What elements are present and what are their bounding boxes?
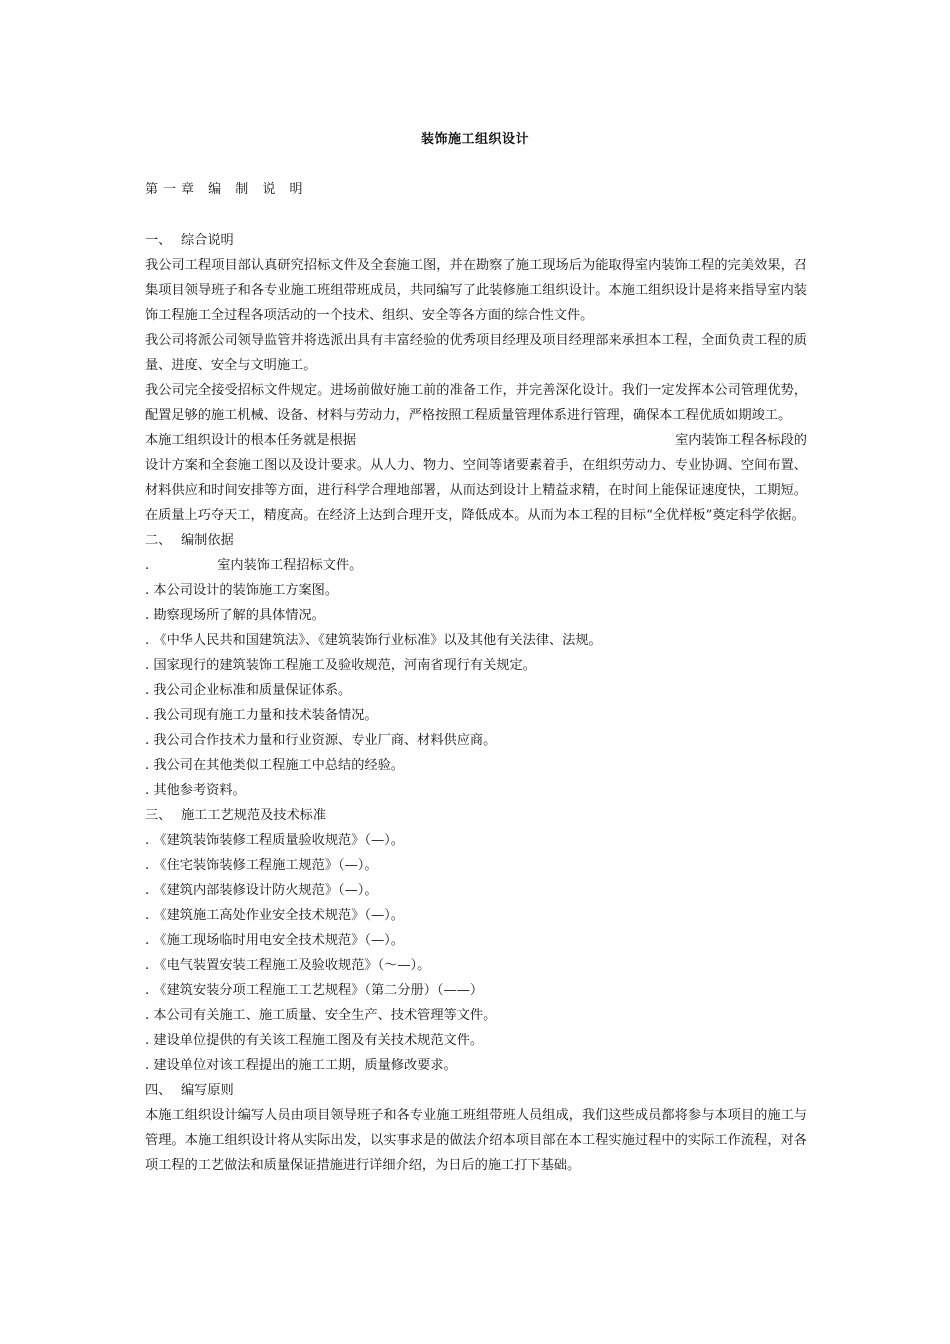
paragraph: 我公司将派公司领导监管并将选派出具有丰富经验的优秀项目经理及项目经理部来承担本工程，全面负责工程的质量、进度、安全与文明施工。 [145,333,807,373]
section-title: 施工工艺规范及技术标准 [181,808,327,823]
list-item: . 我公司现有施工力量和技术装备情况。 [145,708,378,723]
paragraph: 本施工组织设计编写人员由项目领导班子和各专业施工班组带班人员组成，我们这些成员都将参与本项目的施工与管理。本施工组织设计将从实际出发，以实事求是的做法介绍本项目部在本工程实施过程中的实际工作流程，对各项工程的工艺做法和质量保证措施进行详细介绍，为日后的施工打下基础。 [145,1108,807,1173]
paragraph: 我公司完全接受招标文件规定。进场前做好施工前的准备工作，并完善深化设计。我们一定发挥本公司管理优势，配置足够的施工机械、设备、材料与劳动力，严格按照工程质量管理体系进行管理，确保本工程优质如期竣工。 [145,383,807,423]
list-item: . 《建筑内部装修设计防火规范》（—）。 [145,883,378,898]
paragraph-text: 室内装饰工程各标段的 [675,433,807,448]
list-item: . 《电气装置安装工程施工及验收规范》（～—）。 [145,958,431,973]
list-item: . 建设单位提供的有关该工程施工图及有关技术规范文件。 [145,1033,484,1048]
section-heading-4 [145,1078,807,1103]
list-item: . 建设单位对该工程提出的施工工期，质量修改要求。 [145,1058,457,1073]
section-heading-3 [145,803,807,828]
list-item: . 《建筑施工高处作业安全技术规范》（—）。 [145,908,404,923]
list-item: . 我公司合作技术力量和行业资源、专业厂商、材料供应商。 [145,733,497,748]
list-item: . 室内装饰工程招标文件。 [145,558,363,573]
list-item: . 我公司企业标准和质量保证体系。 [145,683,352,698]
paragraph: 我公司工程项目部认真研究招标文件及全套施工图，并在勘察了施工现场后为能取得室内装饰工程的完美效果，召集项目领导班子和各专业施工班组带班成员，共同编写了此装修施工组织设计。本施工组织设计是将来指导室内装饰工程施工全过程各项活动的一个技术、组织、安全等各方面的综合性文件。 [145,258,807,323]
list-item: . 本公司有关施工、施工质量、安全生产、技术管理等文件。 [145,1008,497,1023]
document-body [145,228,807,1178]
section-heading-2 [145,528,807,553]
list-item: . 《中华人民共和国建筑法》、《建筑装饰行业标准》以及其他有关法律、法规。 [145,633,602,648]
list-item: . 本公司设计的装饰施工方案图。 [145,583,339,598]
list-item: . 《建筑装饰装修工程质量验收规范》（—）。 [145,833,404,848]
list-item: . 其他参考资料。 [145,783,246,798]
section-number: 一、 [145,233,172,248]
list-item-text: 室内装饰工程招标文件。 [217,558,363,573]
list-item: . 《住宅装饰装修工程施工规范》（—）。 [145,858,378,873]
paragraph [145,428,807,453]
list-item: . 国家现行的建筑装饰工程施工及验收规范，河南省现行有关规定。 [145,658,536,673]
section-number: 四、 [145,1083,172,1098]
list-item: . 勘察现场所了解的具体情况。 [145,608,325,623]
section-title: 编制依据 [181,533,234,548]
list-item: . 我公司在其他类似工程施工中总结的经验。 [145,758,404,773]
paragraph-first-line [145,428,807,453]
section-number: 三、 [145,808,172,823]
section-title: 编写原则 [181,1083,234,1098]
section-heading-1 [145,228,807,253]
paragraph: 设计方案和全套施工图以及设计要求。从人力、物力、空间等诸要素着手，在组织劳动力、专业协调、空间布置、材料供应和时间安排等方面，进行科学合理地部署，从而达到设计上精益求精，在时间上能保证速度快，工期短。在质量上巧夺天工，精度高。在经济上达到合理开支，降低成本。从而为本工程的目标“全优样板”奠定科学依据。 [145,458,807,523]
list-item: . 《建筑安装分项工程施工工艺规程》（第二分册）（——） [145,983,484,998]
chapter-heading: 第一章 编 制 说 明 [145,182,308,197]
section-title: 综合说明 [181,233,234,248]
section-number: 二、 [145,533,172,548]
paragraph-text: 本施工组织设计的根本任务就是根据 [145,433,356,448]
list-item: . 《施工现场临时用电安全技术规范》（—）。 [145,933,404,948]
document-title: 装饰施工组织设计 [420,132,529,147]
